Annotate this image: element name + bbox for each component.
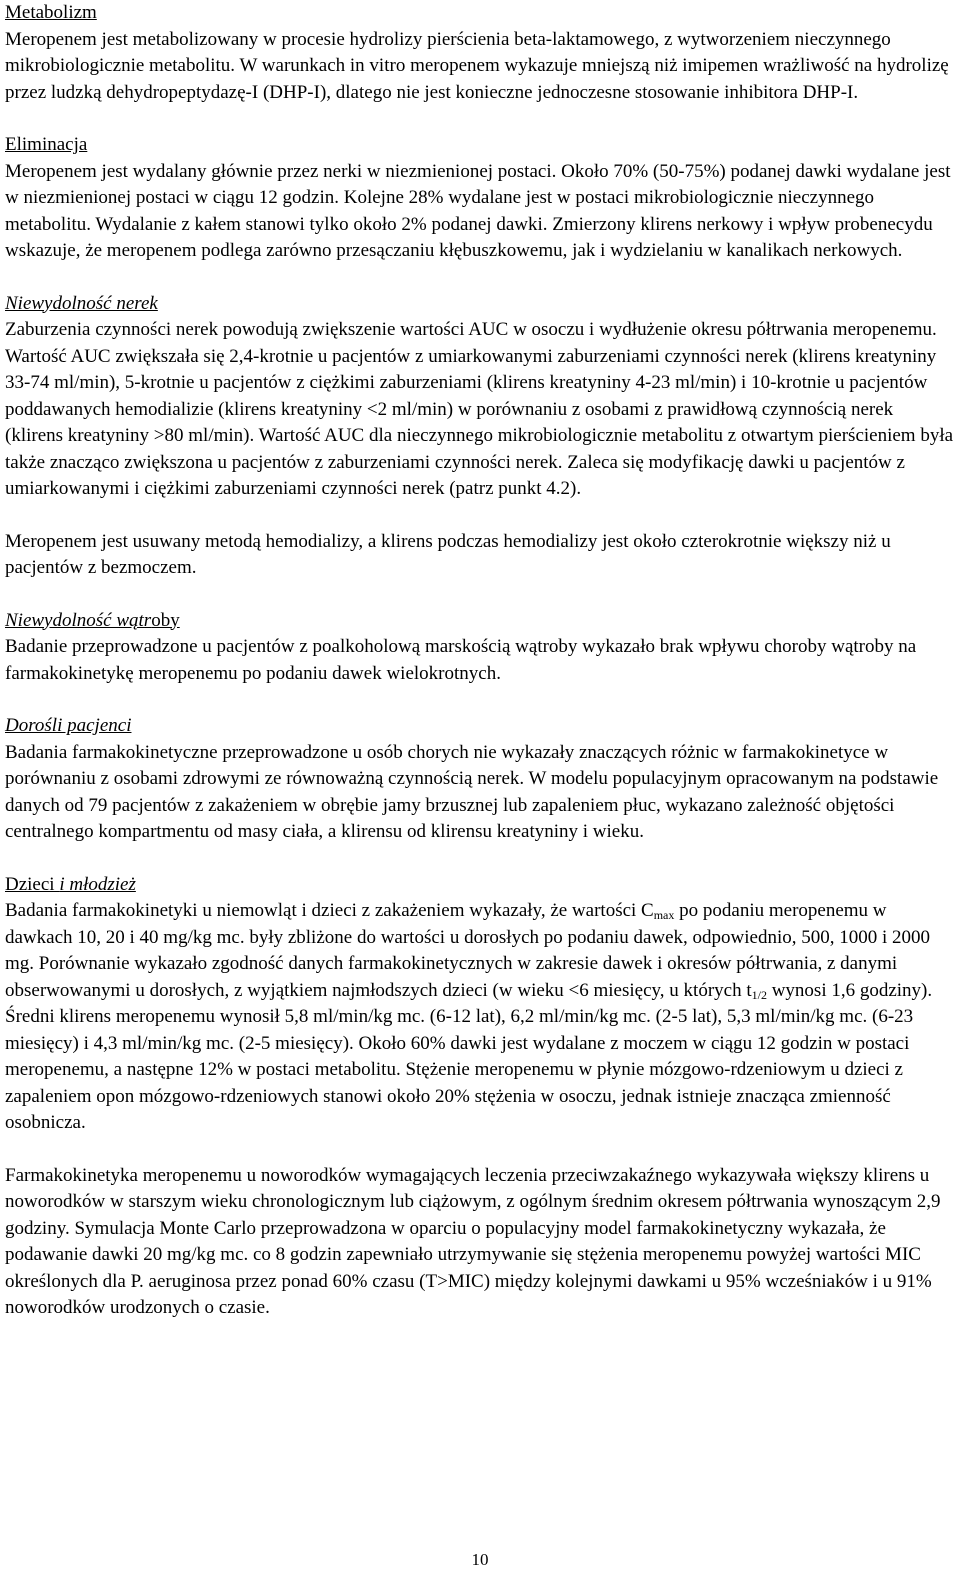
- heading-hepatic-part1: Niewydolność wątr: [5, 609, 152, 631]
- paragraph-renal-impairment: Zaburzenia czynności nerek powodują zwiększenie wartości AUC w osoczu i wydłużenie okresu półtrwania meropenemu. Wartość AUC zwiększała się 2,4-krotnie u pacjentów z umiarkowanymi zaburzeniami czynności nerek (klirens kreatyniny 33-74 ml/min), 5-krotnie u pacjentów z ciężkimi zaburzeniami (klirens kreatyniny 4-23 ml/min) i 10-krotnie u pacjentów poddawanych hemodializie (klirens kreatyniny <2 ml/min) w porównaniu z osobami z prawidłową czynnością nerek (klirens kreatyniny >80 ml/min). Wartość AUC dla nieczynnego mikrobiologicznie metabolitu z otwartym pierścieniem była także znacząco zwiększona u pacjentów z zaburzeniami czynności nerek. Zaleca się modyfikację dawki u pacjentów z umiarkowanymi i ciężkimi zaburzeniami czynności nerek (patrz punkt 4.2).: [5, 319, 954, 499]
- heading-adults: Dorośli pacjenci: [5, 715, 132, 736]
- paragraph-elimination: Meropenem jest wydalany głównie przez nerki w niezmienionej postaci. Około 70% (50-75%) podanej dawki wydalane jest w niezmienionej postaci w ciągu 12 godzin. Kolejne 28% wydalane jest w postaci mikrobiologicznie nieczynnego metabolitu. Wydalanie z kałem stanowi tylko około 2% podanej dawki. Zmierzony klirens nerkowy i wpływ probenecydu wskazuje, że meropenem podlega zarówno przesączaniu kłębuszkowemu, jak i wydzielaniu w kanalikach nerkowych.: [5, 160, 951, 261]
- paragraph-neonates: Farmakokinetyka meropenemu u noworodków wymagających leczenia przeciwzakaźnego wykazywała większy klirens u noworodków w starszym wieku chronologicznym lub ciążowym, z ogólnym średnim okresem półtrwania wynoszącym 2,9 godziny. Symulacja Monte Carlo przeprowadzona w oparciu o populacyjny model farmakokinetyczny wykazała, że podawanie dawki 20 mg/kg mc. co 8 godzin zapewniało utrzymywanie się stężenia meropenemu powyżej wartości MIC określonych dla P. aeruginosa przez ponad 60% czasu (T>MIC) między kolejnymi dawkami u 95% wcześniaków i u 91% noworodków urodzonych o czasie.: [5, 1164, 941, 1318]
- heading-children-part2: i młodzież: [59, 873, 136, 895]
- paragraph-gap: [5, 846, 955, 872]
- section-elimination: [5, 132, 955, 265]
- children-text-b: po podaniu meropenemu w dawkach 10, 20 i 40 mg/kg mc. były zbliżone do wartości u dorosłych po podaniu dawek, odpowiednio, 500, 1000 i 2000 mg. Porównanie wykazało zgodność danych farmakokinetycznych w zakresie dawek i okresów półtrwania, z danymi obserwowanymi u dorosłych, z wyjątkiem najmłodszych dzieci (w wieku <6 miesięcy, u których t: [5, 900, 931, 1001]
- paragraph-children: [5, 898, 955, 1137]
- paragraph-metabolism: Meropenem jest metabolizowany w procesie hydrolizy pierścienia beta-laktamowego, z wytworzeniem nieczynnego mikrobiologicznie metabolitu. W warunkach in vitro meropenem wykazuje mniejszą niż imipemen wrażliwość na hydrolizę przez ludzką dehydropeptydazę-I (DHP-I), dlatego nie jest konieczne jednoczesne stosowanie inhibitora DHP-I.: [5, 28, 949, 103]
- section-hepatic-impairment: [5, 608, 955, 688]
- section-renal-impairment: [5, 291, 955, 582]
- section-heading: [5, 608, 955, 635]
- paragraph-adults: Badania farmakokinetyczne przeprowadzone u osób chorych nie wykazały znaczących różnic w farmakokinetyce w porównaniu z osobami zdrowymi ze równoważną czynnością nerek. W modelu populacyjnym opracowanym na podstawie danych od 79 pacjentów z zakażeniem w obrębie jamy brzusznej lub zapaleniem płuc, wykazano zależność objętości centralnego kompartmentu od masy ciała, a klirensu od klirensu kreatyniny i wieku.: [5, 741, 939, 842]
- section-children: [5, 872, 955, 1322]
- heading-elimination: Eliminacja: [5, 134, 88, 155]
- heading-renal-impairment: Niewydolność nerek: [5, 292, 158, 314]
- paragraph-gap: [5, 265, 955, 291]
- paragraph-hepatic-impairment: Badanie przeprowadzone u pacjentów z poalkoholową marskością wątroby wykazało brak wpływu choroby wątroby na farmakokinetykę meropenemu po podaniu dawek wielokrotnych.: [5, 636, 917, 684]
- heading-children-part1: Dzieci: [5, 873, 60, 895]
- section-heading: [5, 291, 955, 318]
- section-heading: [5, 872, 955, 899]
- paragraph-gap: [5, 687, 955, 713]
- paragraph-gap: [5, 1137, 955, 1163]
- heading-hepatic-part2: oby: [151, 609, 180, 631]
- section-heading: [5, 132, 955, 159]
- section-metabolism: [5, 0, 955, 106]
- paragraph-hemodialysis: Meropenem jest usuwany metodą hemodializy, a klirens podczas hemodializy jest około czterokrotnie większy niż u pacjentów z bezmoczem.: [5, 530, 891, 578]
- page-number: 10: [471, 1550, 489, 1569]
- subscript-half: 1/2: [751, 987, 767, 1002]
- children-text-c: wynosi 1,6 godziny). Średni klirens meropenemu wynosił 5,8 ml/min/kg mc. (6-12 lat), 6,2 ml/min/kg mc. (2-5 lat), 5,3 ml/min/kg mc. (6-23 miesięcy) i 4,3 ml/min/kg mc. (2-5 miesięcy). Około 60% dawki jest wydalane z moczem w ciągu 12 godzin w postaci meropenemu, a następne 12% w postaci metabolitu. Stężenie meropenemu w płynie mózgowo-rdzeniowym u dzieci z zapaleniem opon mózgowo-rdzeniowych stanowi około 20% stężenia w osoczu, jednak istnieje znacząca zmienność osobnicza.: [5, 979, 933, 1133]
- section-heading: [5, 0, 955, 27]
- heading-metabolism: Metabolizm: [5, 2, 97, 23]
- paragraph-gap: [5, 503, 955, 529]
- section-adults: [5, 713, 955, 846]
- subscript-max: max: [653, 908, 675, 922]
- children-text-a: Badania farmakokinetyki u niemowląt i dzieci z zakażeniem wykazały, że wartości C: [5, 900, 654, 921]
- paragraph-gap: [5, 582, 955, 608]
- document-page: [5, 0, 955, 1322]
- paragraph-gap: [5, 106, 955, 132]
- section-heading: [5, 713, 955, 740]
